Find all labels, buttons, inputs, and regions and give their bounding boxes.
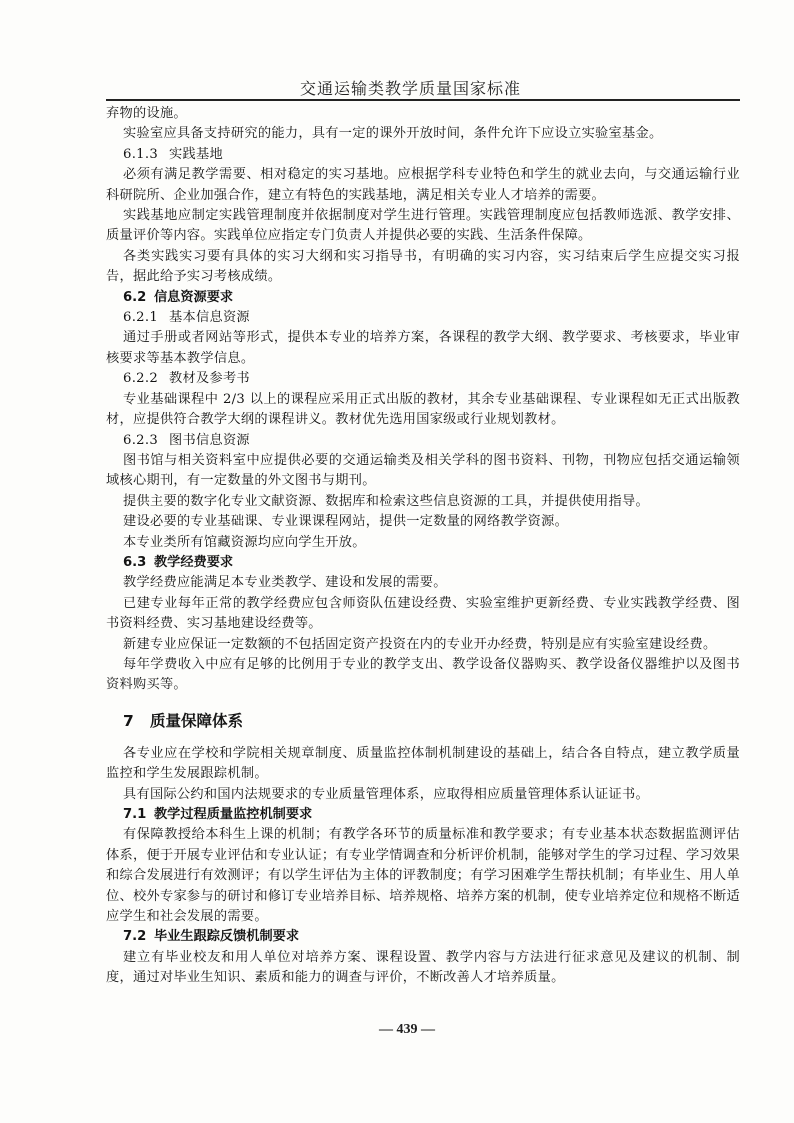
- paragraph: 具有国际公约和国内法规要求的专业质量管理体系，应取得相应质量管理体系认证证书。: [123, 786, 650, 802]
- paragraph: 建设必要的专业基础课、专业课课程网站，提供一定数量的网络教学资源。: [123, 514, 569, 530]
- paragraph: 有保障教授给本科生上课的机制；有教学各环节的质量标准和教学要求；有专业基本状态数据监测评估体系，便于开展专业评估和专业认证；有专业学情调查和分析评价机制，能够对学生的学习过程、学习效果和综合发展进行有效测评；有以学生评估为主体的评教制度；有学习困难学生帮扶机制；有毕业生、用人单位、校外专家参与的研讨和修订专业培养目标、培养规格、培养方案的机制，使专业培养定位和规格不断适应学生和社会发展的需要。: [106, 827, 740, 925]
- paragraph: 教学经费应能满足本专业类教学、建设和发展的需要。: [123, 575, 447, 591]
- paragraph: 实验室应具备支持研究的能力，具有一定的课外开放时间，条件允许下应设立实验室基金。: [123, 126, 663, 142]
- section-heading-6-2: [106, 288, 740, 308]
- section-number: 7.2: [123, 929, 147, 945]
- section-title: 实践基地: [169, 146, 223, 162]
- section-title: 教学过程质量监控机制要求: [154, 807, 313, 822]
- section-number: 6.2.1: [123, 310, 159, 326]
- section-title: 基本信息资源: [169, 310, 250, 326]
- page-number: — 439 —: [379, 1022, 435, 1037]
- section-number: 7: [123, 711, 134, 730]
- paragraph: 专业基础课程中 2/3 以上的课程应采用正式出版的教材，其余专业基础课程、专业课程如无正式出版教材，应提供符合教学大纲的课程讲义。教材优先选用国家级或行业规划教材。: [106, 391, 740, 428]
- page-body: [106, 104, 740, 989]
- paragraph: 本专业类所有馆藏资源均应向学生开放。: [123, 534, 366, 550]
- paragraph: 各专业应在学校和学院相关规章制度、质量监控体制机制建设的基础上，结合各自特点，建立教学质量监控和学生发展跟踪机制。: [106, 745, 740, 782]
- running-header-title: 交通运输类教学质量国家标准: [300, 79, 522, 98]
- paragraph: 建立有毕业校友和用人单位对培养方案、课程设置、教学内容与方法进行征求意见及建议的机制、制度，通过对毕业生知识、素质和能力的调查与评价，不断改善人才培养质量。: [106, 949, 740, 986]
- section-heading-6-3: [106, 553, 740, 573]
- paragraph: 通过手册或者网站等形式，提供本专业的培养方案，各课程的教学大纲、教学要求、考核要求，毕业审核要求等基本教学信息。: [106, 330, 740, 366]
- section-title: 教学经费要求: [154, 554, 234, 570]
- section-title: 毕业生跟踪反馈机制要求: [154, 929, 300, 945]
- paragraph: 各类实践实习要有具体的实习大纲和实习指导书，有明确的实习内容，实习结束后学生应提交实习报告，据此给予实习考核成绩。: [106, 248, 740, 285]
- section-heading-6-2-1: [106, 308, 740, 328]
- paragraph: 图书馆与相关资料室中应提供必要的交通运输类及相关学科的图书资料、刊物，刊物应包括交通运输领域核心期刊，有一定数量的外文图书与期刊。: [106, 452, 740, 489]
- section-number: 6.2.2: [123, 371, 159, 387]
- section-title: 教材及参考书: [169, 371, 250, 387]
- section-title: 图书信息资源: [169, 432, 250, 448]
- paragraph: 提供主要的数字化专业文献资源、数据库和检索这些信息资源的工具，并提供使用指导。: [123, 493, 650, 509]
- section-number: 6.1.3: [123, 146, 159, 162]
- paragraph: 实践基地应制定实践管理制度并依据制度对学生进行管理。实践管理制度应包括教师选派、教学安排、质量评价等内容。实践单位应指定专门负责人并提供必要的实践、生活条件保障。: [106, 208, 740, 244]
- section-heading-7-2: [106, 927, 740, 947]
- section-heading-6-2-2: [106, 369, 740, 389]
- section-number: 6.2: [123, 289, 147, 305]
- paragraph: 每年学费收入中应有足够的比例用于专业的教学支出、教学设备仪器购买、教学设备仪器维护以及图书资料购买等。: [106, 656, 740, 693]
- section-heading-6-1-3: [106, 145, 740, 165]
- paragraph: 必须有满足教学需要、相对稳定的实习基地。应根据学科专业特色和学生的就业去向，与交通运输行业科研院所、企业加强合作，建立有特色的实践基地，满足相关专业人才培养的需要。: [106, 167, 740, 203]
- section-heading-6-2-3: [106, 431, 740, 451]
- section-title: 质量保障体系: [150, 711, 244, 730]
- section-heading-7-1: [106, 805, 740, 825]
- paragraph: 弃物的设施。: [106, 106, 187, 121]
- header-rule: [106, 99, 740, 101]
- section-number: 7.1: [123, 807, 147, 822]
- section-heading-7: [106, 710, 740, 732]
- section-number: 6.3: [123, 554, 147, 570]
- paragraph: 新建专业应保证一定数额的不包括固定资产投资在内的专业开办经费，特别是应有实验室建设经费。: [123, 636, 717, 652]
- section-number: 6.2.3: [123, 432, 159, 448]
- section-title: 信息资源要求: [154, 289, 234, 305]
- paragraph: 已建专业每年正常的教学经费应包含师资队伍建设经费、实验室维护更新经费、专业实践教学经费、图书资料经费、实习基地建设经费等。: [106, 595, 740, 632]
